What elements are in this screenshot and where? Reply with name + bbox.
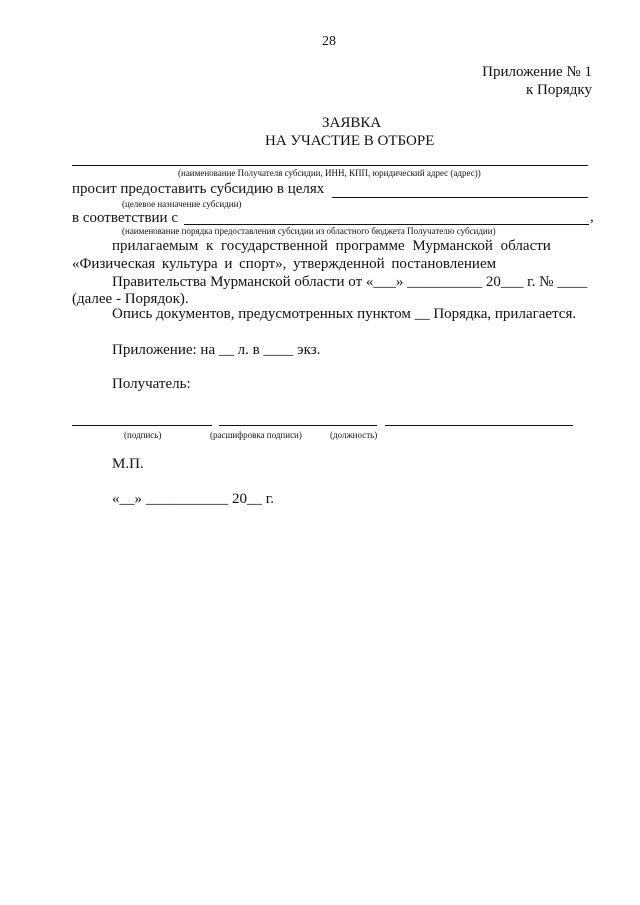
page-number: 28 — [322, 34, 336, 49]
attachment-text: Приложение: на __ л. в ____ экз. — [112, 342, 321, 358]
procedure-caption: (наименование порядка предоставления субсидии из областного бюджета Получателю субсидии) — [122, 226, 496, 236]
title-line2: НА УЧАСТИЕ В ОТБОРЕ — [265, 133, 435, 149]
request-text: просит предоставить субсидию в целях — [72, 181, 325, 197]
accordance-text: в соответствии с — [72, 210, 178, 226]
recipient-caption: (наименование Получателя субсидии, ИНН, КПП, юридический адрес (адрес)) — [178, 168, 481, 178]
title-line1: ЗАЯВКА — [322, 115, 382, 131]
procedure-field-line[interactable] — [184, 224, 589, 225]
appendix-label: Приложение № 1 — [482, 64, 592, 80]
attached-text: прилагаемым к государственной программе Мурманской области — [112, 238, 551, 254]
signature-caption: (подпись) — [124, 430, 162, 440]
seal-label: М.П. — [112, 456, 144, 472]
purpose-caption: (целевое назначение субсидии) — [122, 199, 242, 209]
position-caption: (должность) — [330, 430, 378, 440]
government-text: Правительства Мурманской области от «___» __________ 20___ г. № ____ — [112, 274, 588, 290]
position-line[interactable] — [385, 425, 573, 426]
program-text: «Физическая культура и спорт», утвержденной постановлением — [72, 256, 497, 272]
procedure-comma: , — [590, 209, 594, 225]
decoding-caption: (расшифровка подписи) — [210, 430, 302, 440]
date-field: «__» ___________ 20__ г. — [112, 491, 274, 507]
recipient-field-line[interactable] — [72, 165, 588, 166]
recipient-label: Получатель: — [112, 376, 191, 392]
purpose-field-line[interactable] — [332, 197, 588, 198]
further-text: (далее - Порядок). — [72, 291, 189, 307]
signature-line[interactable] — [72, 425, 212, 426]
decoding-line[interactable] — [219, 425, 377, 426]
to-order-label: к Порядку — [526, 82, 592, 98]
inventory-text: Опись документов, предусмотренных пунктом __ Порядка, прилагается. — [112, 306, 577, 322]
